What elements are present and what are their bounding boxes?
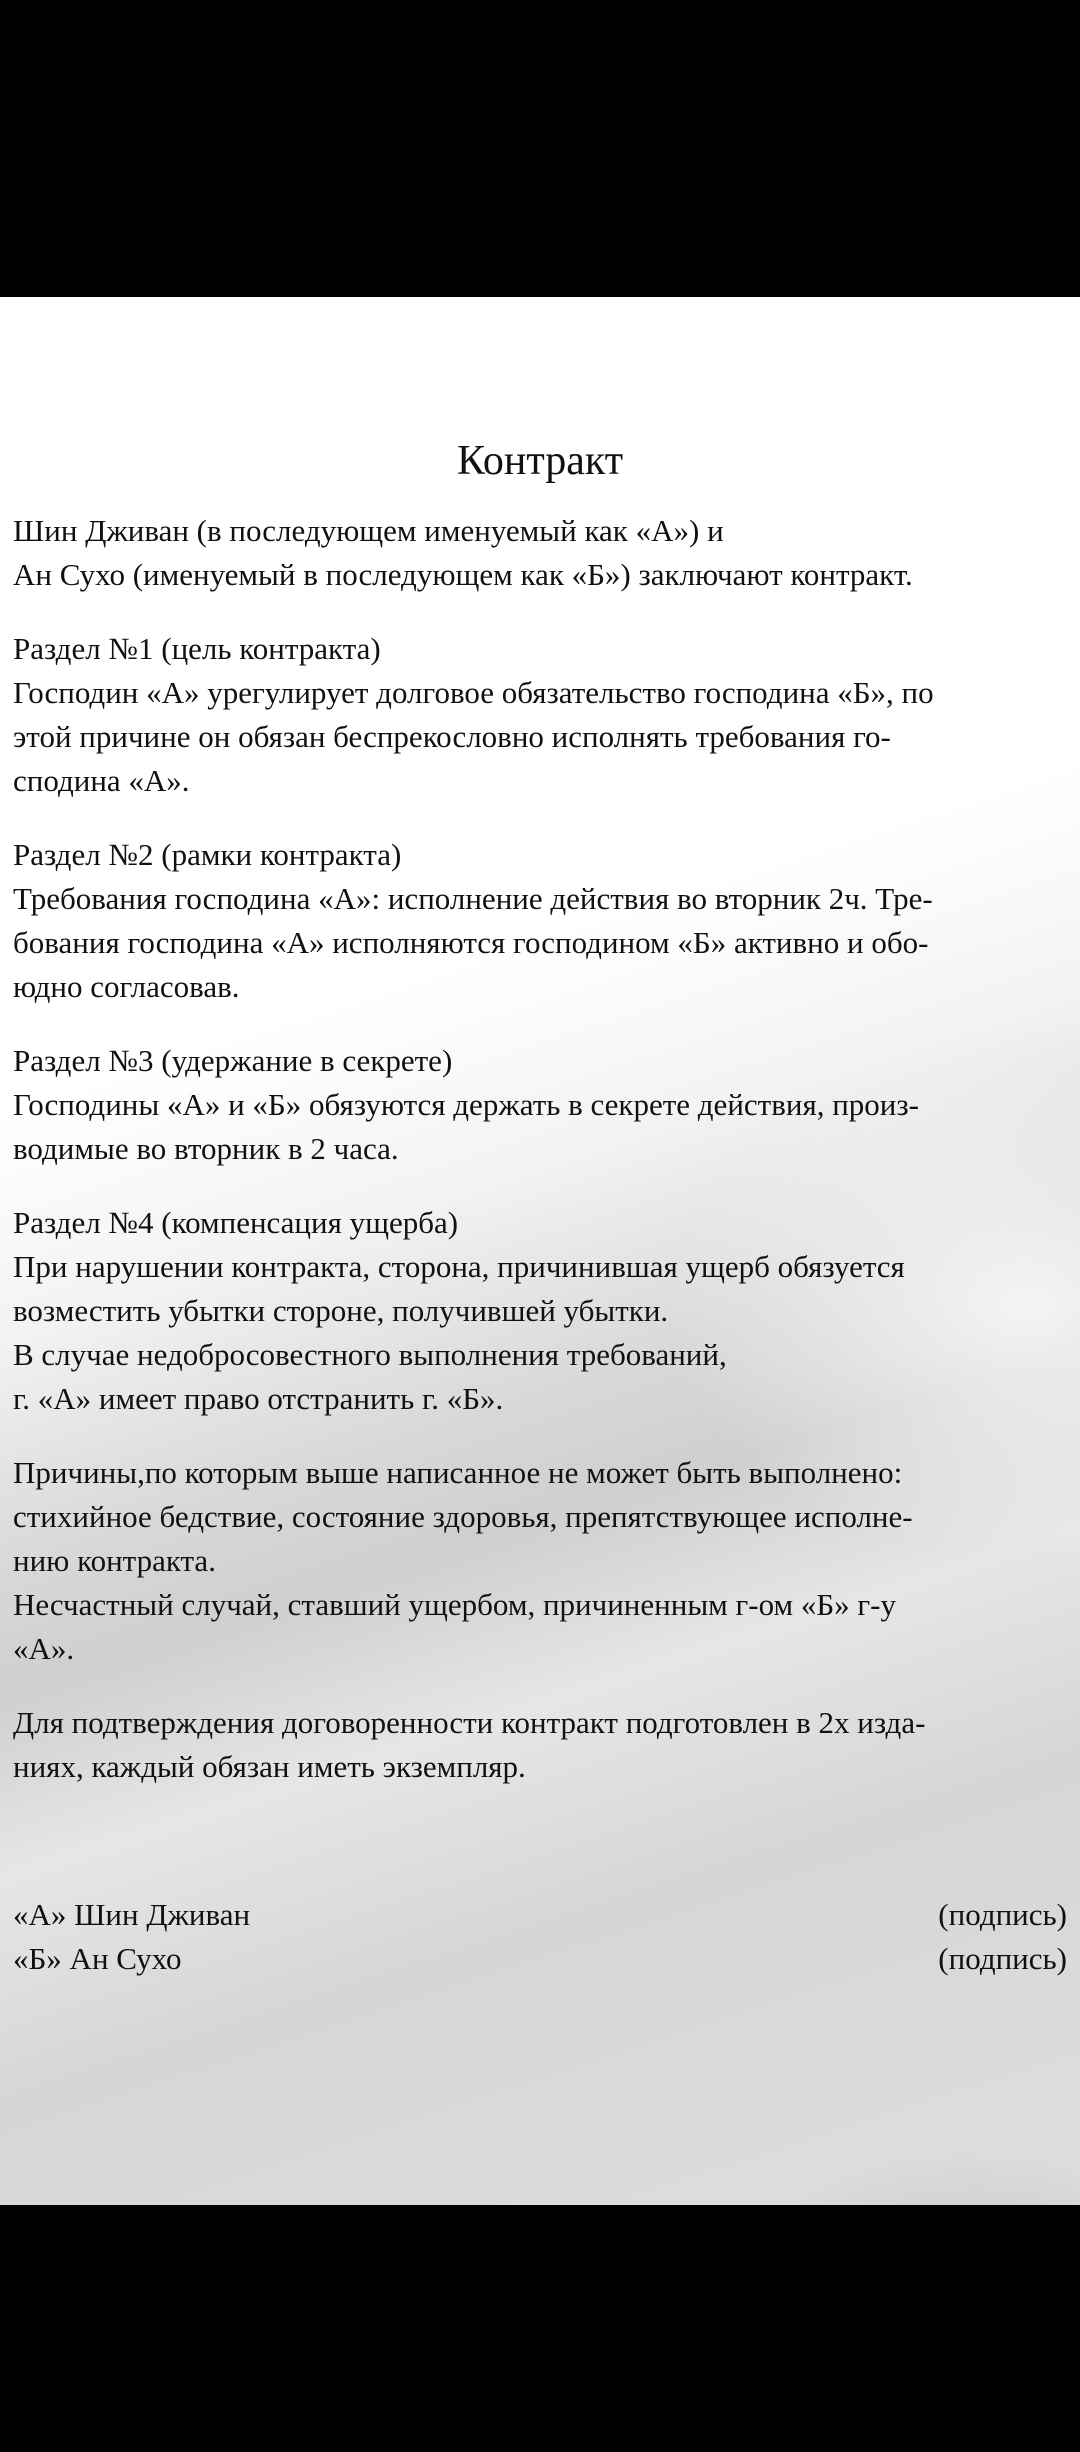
clause-line: Причины,по которым выше написанное не может быть выполнено: [13, 1455, 903, 1490]
section-heading: Раздел №2 (рамки контракта) [13, 837, 402, 872]
section-line: Требования господина «А»: исполнение действия во вторник 2ч. Тре- [13, 881, 933, 916]
clause-line: нию контракта. [13, 1543, 216, 1578]
clause-line: «А». [13, 1631, 75, 1666]
section-line: Господины «А» и «Б» обязуются держать в секрете действия, произ- [13, 1087, 919, 1122]
section-line: юдно согласовав. [13, 969, 240, 1004]
section-heading: Раздел №4 (компенсация ущерба) [13, 1205, 459, 1240]
section-1 [13, 627, 1067, 803]
party-name: «А» Шин Дживан [13, 1897, 251, 1932]
section-heading: Раздел №3 (удержание в секрете) [13, 1043, 453, 1078]
closing-clause [13, 1701, 1067, 1789]
contract-document [13, 433, 1067, 1981]
clause-line: стихийное бедствие, состояние здоровья, препятствующее исполне- [13, 1499, 913, 1534]
clause-line: Для подтверждения договоренности контракт подготовлен в 2х изда- [13, 1705, 926, 1740]
intro-line: Шин Дживан (в последующем именуемый как «А») и [13, 513, 724, 548]
bottom-black-bar [0, 2205, 1080, 2452]
section-line: Господин «А» урегулирует долговое обязательство господина «Б», по [13, 675, 934, 710]
contract-title: Контракт [456, 438, 624, 484]
section-line: г. «А» имеет право отстранить г. «Б». [13, 1381, 504, 1416]
section-line: водимые во вторник в 2 часа. [13, 1131, 399, 1166]
signature-block [13, 1893, 1067, 1981]
contract-page [0, 297, 1080, 2205]
force-majeure-clause [13, 1451, 1067, 1671]
intro-line: Ан Сухо (именуемый в последующем как «Б») заключают контракт. [13, 557, 913, 592]
clause-line: ниях, каждый обязан иметь экземпляр. [13, 1749, 526, 1784]
party-name: «Б» Ан Сухо [13, 1941, 182, 1976]
section-2 [13, 833, 1067, 1009]
section-line: сподина «А». [13, 763, 190, 798]
section-line: возместить убытки стороне, получившей убытки. [13, 1293, 669, 1328]
signature-placeholder: (подпись) [938, 1941, 1067, 1976]
section-line: При нарушении контракта, сторона, причинившая ущерб обязуется [13, 1249, 905, 1284]
section-line: В случае недобросовестного выполнения требований, [13, 1337, 727, 1372]
contract-intro [13, 509, 1067, 597]
clause-line: Несчастный случай, ставший ущербом, причиненным г-ом «Б» г-у [13, 1587, 896, 1622]
section-heading: Раздел №1 (цель контракта) [13, 631, 381, 666]
section-line: бования господина «А» исполняются господином «Б» активно и обо- [13, 925, 929, 960]
signature-row-a [13, 1893, 1067, 1937]
section-line: этой причине он обязан беспрекословно исполнять требования го- [13, 719, 891, 754]
top-black-bar [0, 0, 1080, 297]
section-3 [13, 1039, 1067, 1171]
signature-row-b [13, 1937, 1067, 1981]
signature-placeholder: (подпись) [938, 1897, 1067, 1932]
section-4 [13, 1201, 1067, 1421]
